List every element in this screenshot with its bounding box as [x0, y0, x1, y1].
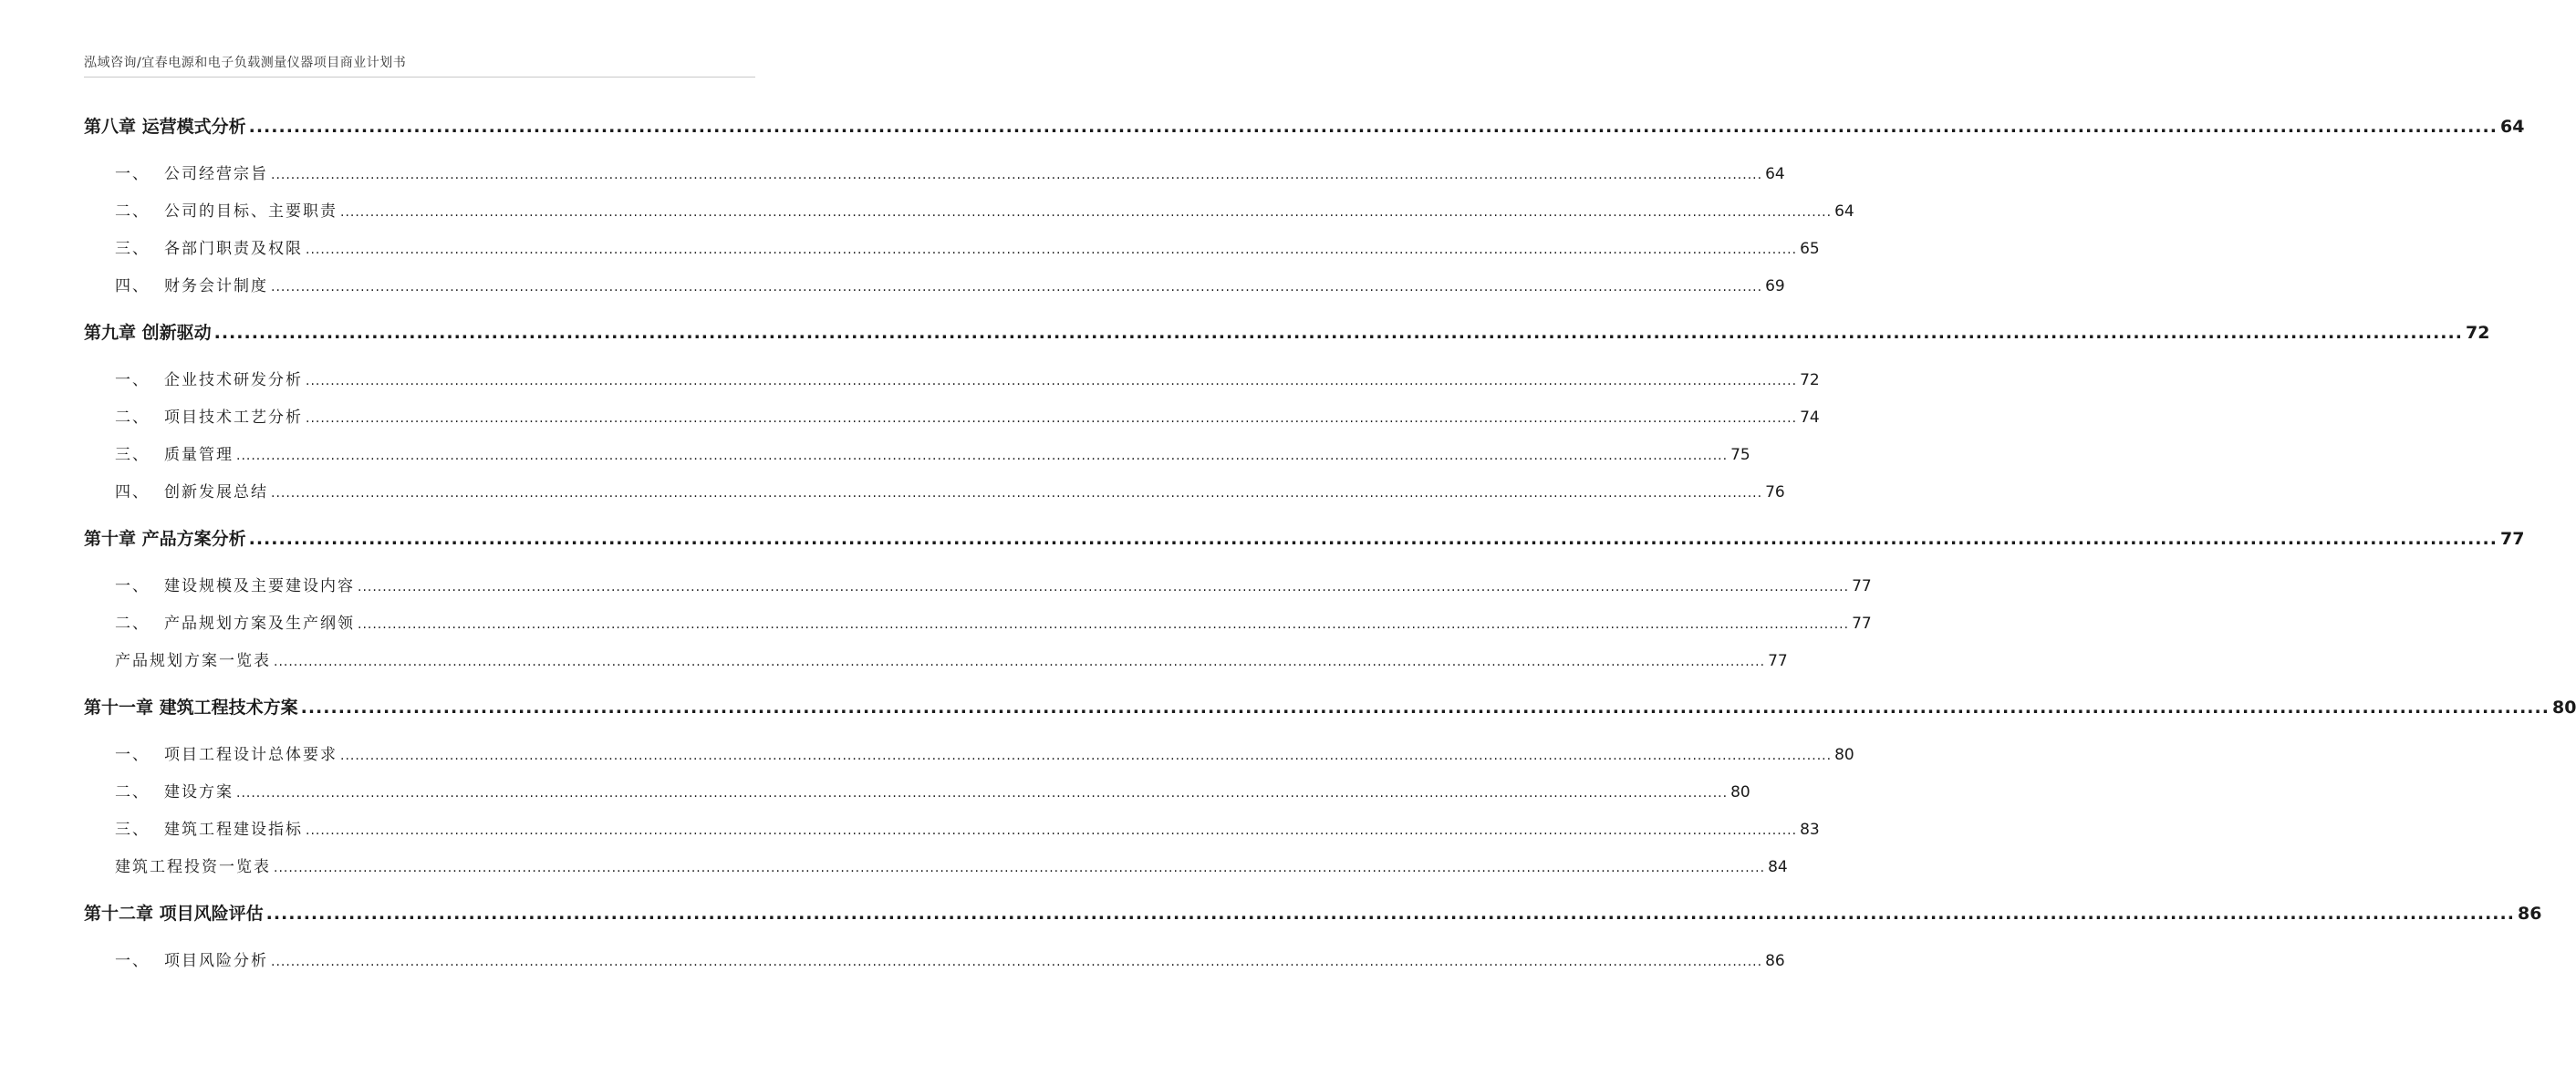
toc-dot-leader: ............................................................................................................................................................................................................................................................................................................ [358, 580, 1850, 595]
toc-section-entry[interactable] [115, 441, 1750, 464]
toc-entry-title: 建设规模及主要建设内容 [164, 577, 355, 595]
toc-entry-title: 建筑工程建设指标 [164, 821, 303, 839]
toc-chapter-entry[interactable] [84, 694, 2576, 719]
toc-chapter-entry[interactable] [84, 900, 2542, 925]
toc-dot-leader: ............................................................................................................................................................................................................................................................................................................ [274, 861, 1766, 875]
toc-entry-title: 产品规划方案一览表 [115, 652, 271, 670]
toc-page-number: 69 [1765, 277, 1785, 295]
toc-page-number: 72 [1800, 371, 1820, 389]
toc-page-number: 76 [1765, 483, 1785, 502]
toc-page-number: 80 [1730, 783, 1750, 802]
toc-page-number: 64 [2499, 117, 2525, 137]
toc-dot-leader: ............................................................................................................................................................................................................................................................................................................ [358, 617, 1850, 632]
toc-entry-number: 一、 [115, 165, 150, 183]
toc-page-number: 74 [1800, 409, 1820, 427]
toc-entry-title: 第十二章 项目风险评估 [84, 904, 264, 924]
toc-dot-leader: ............................................................................................................................................................................................................................................................................................................ [306, 374, 1798, 388]
toc-entry-title: 建设方案 [164, 783, 234, 802]
toc-entry-number: 一、 [115, 577, 150, 595]
toc-dot-leader: ............................................................................................................................................................................................................................................................................................................ [248, 529, 2498, 549]
toc-page-number: 77 [1852, 615, 1872, 633]
toc-section-entry[interactable] [115, 479, 1785, 502]
toc-entry-title: 第十章 产品方案分析 [84, 529, 246, 549]
toc-page-number: 83 [1800, 821, 1820, 839]
toc-dot-leader: ............................................................................................................................................................................................................................................................................................................ [271, 280, 1763, 295]
toc-entry-title: 建筑工程投资一览表 [115, 858, 271, 876]
toc-page-number: 77 [1768, 652, 1788, 670]
toc-entry-title: 项目技术工艺分析 [164, 409, 303, 427]
toc-page-number: 64 [1834, 202, 1854, 221]
toc-entry-title: 公司经营宗旨 [164, 165, 268, 183]
toc-entry-title: 各部门职责及权限 [164, 240, 303, 258]
toc-page-number: 86 [2517, 904, 2542, 924]
toc-page-number: 77 [1852, 577, 1872, 595]
toc-dot-leader: ............................................................................................................................................................................................................................................................................................................ [340, 205, 1833, 220]
header-divider [84, 77, 755, 78]
toc-section-entry[interactable] [115, 947, 1785, 970]
toc-dot-leader: ............................................................................................................................................................................................................................................................................................................ [236, 786, 1729, 801]
toc-dot-leader: ............................................................................................................................................................................................................................................................................................................ [265, 904, 2515, 924]
toc-section-entry[interactable] [115, 853, 1788, 876]
toc-entry-title: 第八章 运营模式分析 [84, 117, 246, 137]
toc-dot-leader: ............................................................................................................................................................................................................................................................................................................ [271, 486, 1763, 501]
toc-chapter-entry[interactable] [84, 319, 2490, 344]
toc-entry-title: 第九章 创新驱动 [84, 323, 212, 343]
toc-entry-number: 一、 [115, 371, 150, 389]
toc-entry-title: 产品规划方案及生产纲领 [164, 615, 355, 633]
toc-entry-title: 财务会计制度 [164, 277, 268, 295]
toc-page-number: 84 [1768, 858, 1788, 876]
toc-entry-title: 公司的目标、主要职责 [164, 202, 338, 221]
toc-entry-title: 第十一章 建筑工程技术方案 [84, 698, 298, 718]
toc-entry-number: 二、 [115, 202, 150, 221]
toc-entry-number: 二、 [115, 783, 150, 802]
toc-chapter-entry[interactable] [84, 525, 2525, 550]
toc-page-number: 77 [2499, 529, 2525, 549]
toc-section-entry[interactable] [115, 273, 1785, 295]
toc-page-number: 64 [1765, 165, 1785, 183]
toc-section-entry[interactable] [115, 647, 1788, 670]
toc-entry-number: 三、 [115, 240, 150, 258]
toc-section-entry[interactable] [115, 779, 1750, 802]
toc-dot-leader: ............................................................................................................................................................................................................................................................................................................ [340, 749, 1833, 763]
toc-page-number: 86 [1765, 952, 1785, 970]
toc-entry-title: 项目风险分析 [164, 952, 268, 970]
toc-section-entry[interactable] [115, 367, 1820, 389]
toc-entry-number: 二、 [115, 615, 150, 633]
toc-section-entry[interactable] [115, 160, 1785, 183]
toc-section-entry[interactable] [115, 573, 1872, 595]
toc-entry-title: 企业技术研发分析 [164, 371, 303, 389]
toc-entry-number: 一、 [115, 746, 150, 764]
toc-section-entry[interactable] [115, 610, 1872, 633]
toc-dot-leader: ............................................................................................................................................................................................................................................................................................................ [271, 955, 1763, 969]
toc-page-number: 80 [2551, 698, 2576, 718]
toc-entry-number: 四、 [115, 483, 150, 502]
toc-dot-leader: ............................................................................................................................................................................................................................................................................................................ [306, 243, 1798, 257]
toc-entry-number: 三、 [115, 446, 150, 464]
toc-chapter-entry[interactable] [84, 113, 2525, 138]
toc-section-entry[interactable] [115, 741, 1854, 764]
toc-entry-number: 三、 [115, 821, 150, 839]
toc-dot-leader: ............................................................................................................................................................................................................................................................................................................ [213, 323, 2463, 343]
toc-section-entry[interactable] [115, 404, 1820, 427]
toc-entry-number: 一、 [115, 952, 150, 970]
toc-entry-title: 质量管理 [164, 446, 234, 464]
toc-dot-leader: ............................................................................................................................................................................................................................................................................................................ [306, 411, 1798, 426]
toc-entry-title: 创新发展总结 [164, 483, 268, 502]
toc-entry-number: 四、 [115, 277, 150, 295]
toc-page-number: 65 [1800, 240, 1820, 258]
toc-entry-title: 项目工程设计总体要求 [164, 746, 338, 764]
toc-page-number: 80 [1834, 746, 1854, 764]
toc-entry-number: 二、 [115, 409, 150, 427]
toc-dot-leader: ............................................................................................................................................................................................................................................................................................................ [248, 117, 2498, 137]
toc-dot-leader: ............................................................................................................................................................................................................................................................................................................ [271, 168, 1763, 182]
toc-section-entry[interactable] [115, 235, 1820, 258]
toc-page-number: 75 [1730, 446, 1750, 464]
toc-dot-leader: ............................................................................................................................................................................................................................................................................................................ [306, 823, 1798, 838]
toc-page-number: 72 [2465, 323, 2490, 343]
running-header: 泓域咨询/宜春电源和电子负载测量仪器项目商业计划书 [84, 56, 407, 70]
toc-dot-leader: ............................................................................................................................................................................................................................................................................................................ [300, 698, 2550, 718]
toc-section-entry[interactable] [115, 198, 1854, 221]
toc-dot-leader: ............................................................................................................................................................................................................................................................................................................ [236, 449, 1729, 463]
toc-section-entry[interactable] [115, 816, 1820, 839]
toc-dot-leader: ............................................................................................................................................................................................................................................................................................................ [274, 655, 1766, 669]
